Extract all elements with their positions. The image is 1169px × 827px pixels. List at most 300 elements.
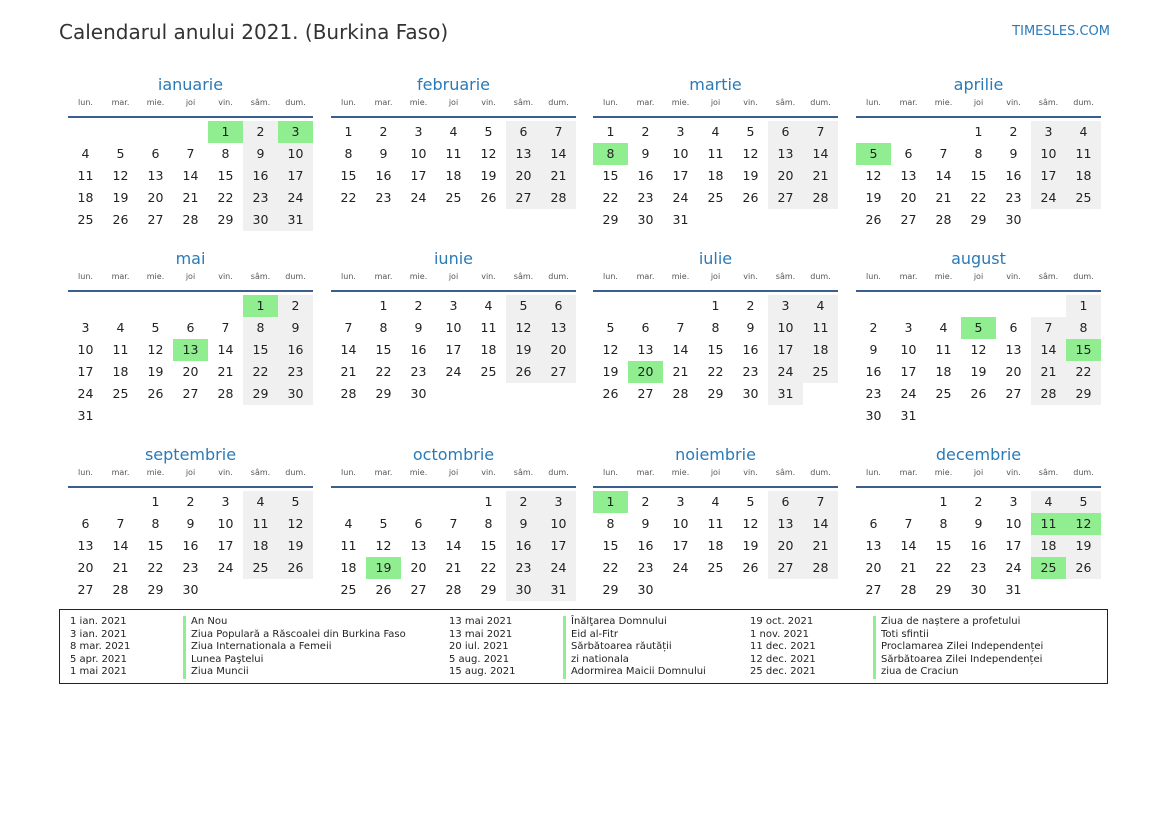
day-cell: 10 bbox=[1031, 143, 1066, 165]
day-cell: 14 bbox=[803, 513, 838, 535]
day-cell: 24 bbox=[672, 190, 689, 205]
empty-cell bbox=[331, 295, 366, 317]
day-cell: 4 bbox=[484, 298, 493, 313]
day-cell: 23 bbox=[506, 557, 541, 579]
empty-cell bbox=[891, 491, 926, 513]
empty-cell bbox=[366, 491, 401, 513]
weekday-label: lun. bbox=[78, 98, 93, 107]
empty-cell bbox=[891, 295, 926, 317]
day-cell: 17 bbox=[77, 364, 94, 379]
day-cell: 11 bbox=[340, 538, 357, 553]
day-cell: 20 bbox=[1005, 364, 1022, 379]
legend-date: 1 nov. 2021 bbox=[750, 628, 809, 640]
legend-holiday-name: Ziua Populară a Răscoalei din Burkina Faso bbox=[191, 628, 406, 640]
month-name: ianuarie bbox=[157, 75, 224, 94]
month-name: septembrie bbox=[144, 445, 237, 464]
day-cell: 28 bbox=[182, 212, 199, 227]
weekday-label: mar. bbox=[636, 272, 655, 281]
holiday-day-cell: 1 bbox=[243, 295, 278, 317]
holiday-day-cell: 19 bbox=[366, 557, 401, 579]
weekday-header bbox=[68, 468, 313, 488]
day-cell: 24 bbox=[77, 386, 94, 401]
weekday-header bbox=[68, 98, 313, 118]
day-cell: 27 bbox=[147, 212, 164, 227]
day-cell: 24 bbox=[1005, 560, 1022, 575]
weekday-header bbox=[593, 98, 838, 118]
empty-cell bbox=[436, 491, 471, 513]
weekday-label: sâm. bbox=[1038, 272, 1059, 281]
day-cell: 2 bbox=[641, 494, 650, 509]
day-cell: 6 bbox=[641, 320, 650, 335]
day-cell: 4 bbox=[1066, 121, 1101, 143]
day-cell: 12 bbox=[970, 342, 987, 357]
day-cell: 13 bbox=[768, 513, 803, 535]
day-cell: 28 bbox=[803, 187, 838, 209]
day-cell: 14 bbox=[217, 342, 234, 357]
legend-date: 5 aug. 2021 bbox=[449, 653, 510, 665]
day-cell: 14 bbox=[445, 538, 462, 553]
day-cell: 31 bbox=[77, 408, 94, 423]
month-name: noiembrie bbox=[675, 445, 756, 464]
day-cell: 13 bbox=[506, 143, 541, 165]
day-cell: 26 bbox=[506, 361, 541, 383]
day-cell: 15 bbox=[147, 538, 164, 553]
empty-cell bbox=[173, 121, 208, 143]
day-cell: 26 bbox=[742, 560, 759, 575]
day-cell: 21 bbox=[112, 560, 129, 575]
weekday-label: dum. bbox=[810, 468, 831, 477]
day-cell: 18 bbox=[935, 364, 952, 379]
weekday-label: mie. bbox=[671, 98, 690, 107]
weekday-label: vin. bbox=[743, 98, 758, 107]
legend-holiday-name: Lunea Paştelui bbox=[191, 653, 264, 665]
day-cell: 16 bbox=[278, 339, 313, 361]
day-cell: 23 bbox=[970, 560, 987, 575]
day-cell: 27 bbox=[410, 582, 427, 597]
day-grid bbox=[856, 491, 1101, 601]
month-name: iunie bbox=[433, 249, 473, 268]
day-cell: 12 bbox=[602, 342, 619, 357]
legend-date: 15 aug. 2021 bbox=[449, 666, 516, 678]
weekday-label: mie. bbox=[409, 272, 428, 281]
day-cell: 14 bbox=[541, 143, 576, 165]
weekday-label: vin. bbox=[481, 468, 496, 477]
day-cell: 15 bbox=[935, 538, 952, 553]
day-cell: 23 bbox=[637, 560, 654, 575]
day-cell: 8 bbox=[221, 146, 230, 161]
day-cell: 28 bbox=[1031, 383, 1066, 405]
empty-cell bbox=[103, 491, 138, 513]
legend-holiday-name: Ziua Muncii bbox=[191, 666, 249, 678]
day-cell: 22 bbox=[375, 364, 392, 379]
day-grid bbox=[68, 121, 313, 231]
day-cell: 2 bbox=[746, 298, 755, 313]
weekday-label: mar. bbox=[111, 468, 130, 477]
day-cell: 19 bbox=[112, 190, 129, 205]
empty-cell bbox=[208, 295, 243, 317]
day-cell: 22 bbox=[217, 190, 234, 205]
day-cell: 29 bbox=[480, 582, 497, 597]
legend-holiday-name: Toti sfintii bbox=[881, 628, 929, 640]
day-grid bbox=[593, 121, 838, 231]
empty-cell bbox=[68, 491, 103, 513]
day-cell: 18 bbox=[77, 190, 94, 205]
day-cell: 28 bbox=[112, 582, 129, 597]
day-cell: 25 bbox=[480, 364, 497, 379]
weekday-label: lun. bbox=[603, 98, 618, 107]
day-cell: 19 bbox=[865, 190, 882, 205]
day-cell: 11 bbox=[77, 168, 94, 183]
day-cell: 1 bbox=[974, 124, 983, 139]
weekday-label: joi bbox=[448, 98, 459, 107]
day-cell: 17 bbox=[278, 165, 313, 187]
day-cell: 4 bbox=[116, 320, 125, 335]
day-cell: 17 bbox=[1005, 538, 1022, 553]
weekday-label: mie. bbox=[934, 272, 953, 281]
day-cell: 30 bbox=[1005, 212, 1022, 227]
day-cell: 23 bbox=[375, 190, 392, 205]
day-cell: 21 bbox=[217, 364, 234, 379]
day-cell: 27 bbox=[865, 582, 882, 597]
day-cell: 12 bbox=[278, 513, 313, 535]
month-iunie bbox=[331, 248, 576, 405]
month-name: martie bbox=[689, 75, 742, 94]
day-cell: 24 bbox=[768, 361, 803, 383]
day-cell: 2 bbox=[379, 124, 388, 139]
day-cell: 3 bbox=[221, 494, 230, 509]
day-cell: 12 bbox=[742, 516, 759, 531]
day-cell: 16 bbox=[182, 538, 199, 553]
day-cell: 17 bbox=[900, 364, 917, 379]
weekday-label: sâm. bbox=[250, 272, 271, 281]
day-cell: 11 bbox=[707, 146, 724, 161]
day-cell: 21 bbox=[1031, 361, 1066, 383]
day-cell: 3 bbox=[541, 491, 576, 513]
day-cell: 27 bbox=[506, 187, 541, 209]
day-cell: 20 bbox=[410, 560, 427, 575]
day-cell: 23 bbox=[865, 386, 882, 401]
day-cell: 13 bbox=[865, 538, 882, 553]
day-cell: 12 bbox=[742, 146, 759, 161]
weekday-label: joi bbox=[710, 468, 721, 477]
day-cell: 22 bbox=[707, 364, 724, 379]
weekday-header bbox=[68, 272, 313, 292]
day-cell: 6 bbox=[81, 516, 90, 531]
day-cell: 27 bbox=[900, 212, 917, 227]
day-cell: 10 bbox=[672, 146, 689, 161]
month-name: aprilie bbox=[953, 75, 1004, 94]
day-cell: 24 bbox=[672, 560, 689, 575]
day-cell: 18 bbox=[707, 168, 724, 183]
day-cell: 6 bbox=[151, 146, 160, 161]
day-cell: 29 bbox=[970, 212, 987, 227]
day-cell: 28 bbox=[541, 187, 576, 209]
day-cell: 23 bbox=[243, 187, 278, 209]
day-cell: 18 bbox=[112, 364, 129, 379]
site-link[interactable]: TIMESLES.COM bbox=[1012, 24, 1110, 39]
weekday-label: vin. bbox=[218, 272, 233, 281]
day-cell: 17 bbox=[672, 538, 689, 553]
day-cell: 13 bbox=[77, 538, 94, 553]
day-cell: 18 bbox=[1066, 165, 1101, 187]
day-cell: 16 bbox=[410, 342, 427, 357]
weekday-label: dum. bbox=[1073, 272, 1094, 281]
day-cell: 5 bbox=[484, 124, 493, 139]
day-cell: 28 bbox=[217, 386, 234, 401]
day-cell: 17 bbox=[1031, 165, 1066, 187]
day-cell: 21 bbox=[445, 560, 462, 575]
day-grid bbox=[593, 491, 838, 601]
day-cell: 1 bbox=[484, 494, 493, 509]
day-cell: 6 bbox=[768, 491, 803, 513]
day-cell: 11 bbox=[243, 513, 278, 535]
empty-cell bbox=[331, 491, 366, 513]
weekday-label: vin. bbox=[481, 98, 496, 107]
day-cell: 21 bbox=[541, 165, 576, 187]
day-cell: 3 bbox=[768, 295, 803, 317]
day-cell: 19 bbox=[602, 364, 619, 379]
legend-holiday-name: Sărbătoarea Zilei Independenței bbox=[881, 653, 1043, 665]
day-cell: 30 bbox=[278, 383, 313, 405]
day-cell: 27 bbox=[77, 582, 94, 597]
legend-date: 3 ian. 2021 bbox=[70, 628, 127, 640]
day-cell: 7 bbox=[221, 320, 230, 335]
day-cell: 18 bbox=[445, 168, 462, 183]
legend-date: 20 iul. 2021 bbox=[449, 641, 509, 653]
holiday-day-cell: 1 bbox=[208, 121, 243, 143]
day-grid bbox=[331, 491, 576, 601]
day-cell: 13 bbox=[1005, 342, 1022, 357]
legend-date: 11 dec. 2021 bbox=[750, 641, 816, 653]
day-cell: 4 bbox=[803, 295, 838, 317]
month-ianuarie bbox=[68, 74, 313, 231]
day-cell: 10 bbox=[541, 513, 576, 535]
holiday-day-cell: 12 bbox=[1066, 513, 1101, 535]
weekday-label: mar. bbox=[636, 98, 655, 107]
month-martie bbox=[593, 74, 838, 231]
weekday-label: joi bbox=[448, 468, 459, 477]
holiday-day-cell: 20 bbox=[628, 361, 663, 383]
weekday-label: joi bbox=[448, 272, 459, 281]
weekday-label: mie. bbox=[409, 468, 428, 477]
holiday-day-cell: 11 bbox=[1031, 513, 1066, 535]
day-cell: 30 bbox=[865, 408, 882, 423]
legend-date: 1 mai 2021 bbox=[70, 666, 127, 678]
weekday-label: joi bbox=[973, 468, 984, 477]
day-cell: 24 bbox=[217, 560, 234, 575]
day-cell: 21 bbox=[803, 535, 838, 557]
day-cell: 29 bbox=[217, 212, 234, 227]
weekday-label: lun. bbox=[341, 272, 356, 281]
day-cell: 19 bbox=[970, 364, 987, 379]
day-cell: 3 bbox=[904, 320, 913, 335]
day-cell: 17 bbox=[768, 339, 803, 361]
day-cell: 5 bbox=[116, 146, 125, 161]
weekday-label: mar. bbox=[636, 468, 655, 477]
legend-holiday-name: Înălţarea Domnului bbox=[571, 616, 667, 627]
month-name: iulie bbox=[698, 249, 733, 268]
day-cell: 30 bbox=[742, 386, 759, 401]
day-cell: 25 bbox=[707, 560, 724, 575]
day-cell: 25 bbox=[445, 190, 462, 205]
weekday-header bbox=[856, 98, 1101, 118]
day-cell: 25 bbox=[112, 386, 129, 401]
weekday-header bbox=[331, 272, 576, 292]
day-cell: 20 bbox=[147, 190, 164, 205]
legend-date: 12 dec. 2021 bbox=[750, 653, 816, 665]
day-cell: 30 bbox=[637, 212, 654, 227]
day-cell: 23 bbox=[410, 364, 427, 379]
weekday-label: mie. bbox=[146, 272, 165, 281]
weekday-label: joi bbox=[710, 272, 721, 281]
day-cell: 20 bbox=[768, 535, 803, 557]
day-cell: 15 bbox=[375, 342, 392, 357]
day-cell: 2 bbox=[278, 295, 313, 317]
day-cell: 10 bbox=[278, 143, 313, 165]
weekday-label: mar. bbox=[374, 272, 393, 281]
day-cell: 3 bbox=[676, 124, 685, 139]
legend-names-2 bbox=[563, 616, 706, 679]
empty-cell bbox=[593, 295, 628, 317]
legend-dates-3 bbox=[750, 616, 816, 679]
empty-cell bbox=[961, 295, 996, 317]
empty-cell bbox=[628, 295, 663, 317]
month-septembrie bbox=[68, 444, 313, 601]
day-cell: 14 bbox=[340, 342, 357, 357]
legend-date: 19 oct. 2021 bbox=[750, 616, 814, 627]
empty-cell bbox=[68, 121, 103, 143]
day-cell: 13 bbox=[410, 538, 427, 553]
day-cell: 29 bbox=[243, 383, 278, 405]
holiday-day-cell: 15 bbox=[1066, 339, 1101, 361]
day-cell: 9 bbox=[641, 146, 650, 161]
day-cell: 29 bbox=[602, 582, 619, 597]
day-cell: 30 bbox=[410, 386, 427, 401]
month-noiembrie bbox=[593, 444, 838, 601]
day-cell: 27 bbox=[768, 557, 803, 579]
weekday-label: mar. bbox=[899, 98, 918, 107]
day-cell: 26 bbox=[375, 582, 392, 597]
weekday-label: lun. bbox=[341, 468, 356, 477]
weekday-label: joi bbox=[185, 272, 196, 281]
day-cell: 4 bbox=[1031, 491, 1066, 513]
day-cell: 2 bbox=[186, 494, 195, 509]
day-cell: 24 bbox=[541, 557, 576, 579]
page-title: Calendarul anului 2021. (Burkina Faso) bbox=[59, 20, 449, 44]
day-cell: 16 bbox=[506, 535, 541, 557]
day-cell: 9 bbox=[278, 317, 313, 339]
day-cell: 23 bbox=[742, 364, 759, 379]
day-cell: 1 bbox=[344, 124, 353, 139]
day-cell: 5 bbox=[379, 516, 388, 531]
weekday-label: lun. bbox=[341, 98, 356, 107]
weekday-label: lun. bbox=[78, 468, 93, 477]
legend-dates-2 bbox=[449, 616, 516, 679]
day-cell: 7 bbox=[939, 146, 948, 161]
day-cell: 30 bbox=[970, 582, 987, 597]
day-cell: 28 bbox=[445, 582, 462, 597]
day-cell: 19 bbox=[278, 535, 313, 557]
day-cell: 22 bbox=[480, 560, 497, 575]
day-cell: 30 bbox=[506, 579, 541, 601]
day-cell: 16 bbox=[375, 168, 392, 183]
weekday-label: mie. bbox=[146, 98, 165, 107]
day-cell: 5 bbox=[151, 320, 160, 335]
day-grid bbox=[856, 121, 1101, 231]
day-cell: 20 bbox=[900, 190, 917, 205]
weekday-label: dum. bbox=[285, 98, 306, 107]
legend-holiday-name: Proclamarea Zilei Independenței bbox=[881, 641, 1044, 653]
day-cell: 14 bbox=[112, 538, 129, 553]
month-februarie bbox=[331, 74, 576, 209]
day-cell: 10 bbox=[77, 342, 94, 357]
day-cell: 31 bbox=[900, 408, 917, 423]
day-cell: 27 bbox=[768, 187, 803, 209]
legend-holiday-name: Ziua Internationala a Femeii bbox=[191, 641, 332, 653]
empty-cell bbox=[856, 121, 891, 143]
day-cell: 6 bbox=[541, 295, 576, 317]
weekday-label: vin. bbox=[743, 468, 758, 477]
weekday-header bbox=[593, 272, 838, 292]
day-cell: 26 bbox=[865, 212, 882, 227]
day-cell: 3 bbox=[414, 124, 423, 139]
day-cell: 28 bbox=[803, 557, 838, 579]
empty-cell bbox=[856, 491, 891, 513]
day-cell: 1 bbox=[379, 298, 388, 313]
day-cell: 9 bbox=[243, 143, 278, 165]
day-cell: 22 bbox=[243, 361, 278, 383]
day-cell: 1 bbox=[939, 494, 948, 509]
day-cell: 9 bbox=[974, 516, 983, 531]
day-cell: 17 bbox=[541, 535, 576, 557]
day-cell: 7 bbox=[116, 516, 125, 531]
day-cell: 26 bbox=[970, 386, 987, 401]
weekday-label: mar. bbox=[899, 272, 918, 281]
day-cell: 10 bbox=[672, 516, 689, 531]
day-cell: 18 bbox=[243, 535, 278, 557]
day-cell: 22 bbox=[340, 190, 357, 205]
day-cell: 11 bbox=[480, 320, 497, 335]
weekday-label: vin. bbox=[481, 272, 496, 281]
day-cell: 1 bbox=[711, 298, 720, 313]
day-grid bbox=[68, 491, 313, 601]
day-cell: 25 bbox=[243, 557, 278, 579]
day-cell: 21 bbox=[935, 190, 952, 205]
day-grid bbox=[331, 295, 576, 405]
day-cell: 29 bbox=[602, 212, 619, 227]
day-cell: 5 bbox=[1066, 491, 1101, 513]
day-cell: 10 bbox=[768, 317, 803, 339]
day-cell: 1 bbox=[1066, 295, 1101, 317]
day-cell: 9 bbox=[379, 146, 388, 161]
weekday-label: joi bbox=[710, 98, 721, 107]
day-cell: 2 bbox=[1009, 124, 1018, 139]
day-grid bbox=[593, 295, 838, 405]
weekday-header bbox=[593, 468, 838, 488]
holiday-day-cell: 13 bbox=[173, 339, 208, 361]
weekday-label: sâm. bbox=[513, 272, 534, 281]
empty-cell bbox=[1031, 295, 1066, 317]
day-cell: 2 bbox=[974, 494, 983, 509]
day-cell: 17 bbox=[217, 538, 234, 553]
day-cell: 17 bbox=[445, 342, 462, 357]
day-cell: 20 bbox=[182, 364, 199, 379]
empty-cell bbox=[103, 295, 138, 317]
weekday-label: dum. bbox=[548, 98, 569, 107]
day-cell: 20 bbox=[506, 165, 541, 187]
day-cell: 3 bbox=[81, 320, 90, 335]
day-cell: 7 bbox=[803, 491, 838, 513]
